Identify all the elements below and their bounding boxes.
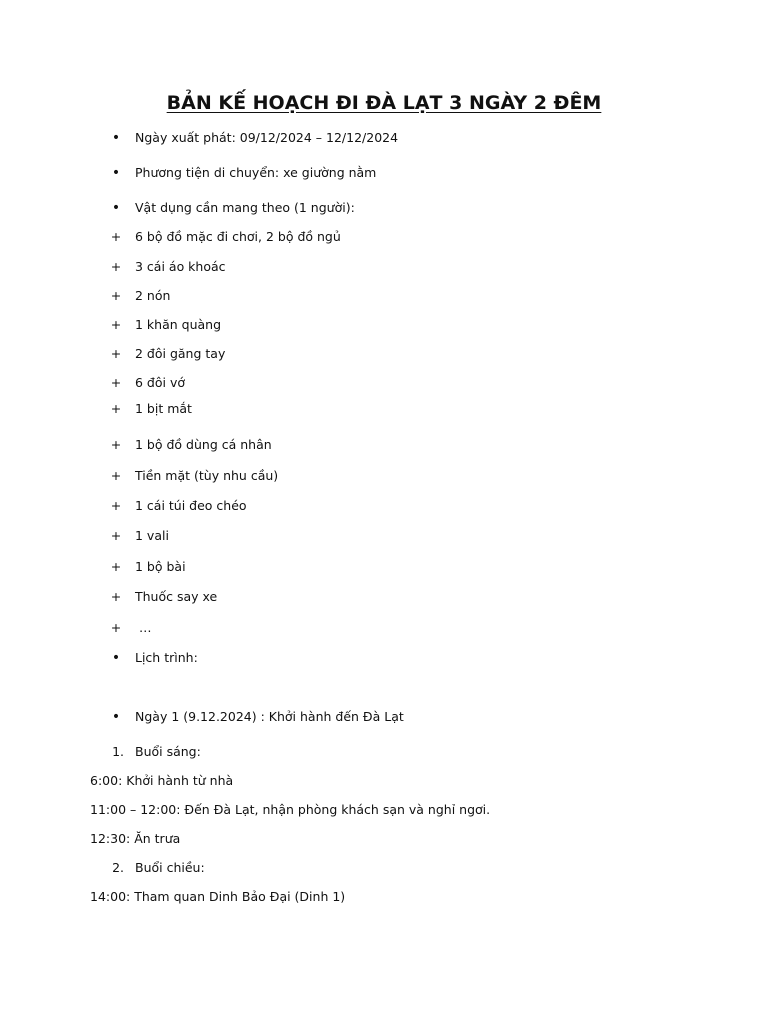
- plus-icon: +: [110, 229, 122, 244]
- bullet-text: Vật dụng cần mang theo (1 người):: [135, 200, 355, 215]
- item-text: 1 bịt mắt: [135, 401, 192, 416]
- schedule-text: 12:30: Ăn trưa: [90, 831, 181, 846]
- item-text: Tiền mặt (tùy nhu cầu): [135, 468, 279, 483]
- item-text: 1 khăn quàng: [135, 317, 222, 332]
- bullet-icon: •: [111, 165, 121, 181]
- item-text: Thuốc say xe: [135, 589, 218, 604]
- item-text: 2 nón: [135, 288, 171, 303]
- item-text: 1 bộ đồ dùng cá nhân: [135, 437, 272, 452]
- bullet-icon: •: [111, 130, 121, 146]
- day1-heading: Ngày 1 (9.12.2024) : Khởi hành đến Đà Lạt: [135, 709, 404, 724]
- plus-icon: +: [110, 620, 122, 635]
- document-title: BẢN KẾ HOẠCH ĐI ĐÀ LẠT 3 NGÀY 2 ĐÊM: [166, 92, 602, 114]
- plus-icon: +: [110, 288, 122, 303]
- bullet-text: Ngày xuất phát: 09/12/2024 – 12/12/2024: [135, 130, 399, 145]
- plus-icon: +: [110, 468, 122, 483]
- bullet-icon: •: [111, 709, 121, 725]
- plus-icon: +: [110, 437, 122, 452]
- schedule-text: 11:00 – 12:00: Đến Đà Lạt, nhận phòng khách sạn và nghỉ ngơi.: [90, 802, 491, 817]
- schedule-text: 6:00: Khởi hành từ nhà: [90, 773, 234, 788]
- bullet-icon: •: [111, 200, 121, 216]
- item-text: …: [135, 620, 152, 635]
- schedule-text: 14:00: Tham quan Dinh Bảo Đại (Dinh 1): [90, 889, 346, 904]
- plus-icon: +: [110, 346, 122, 361]
- item-text: 3 cái áo khoác: [135, 259, 226, 274]
- plus-icon: +: [110, 559, 122, 574]
- schedule-label: Lịch trình:: [135, 650, 198, 665]
- list-number: 1.: [112, 744, 124, 759]
- plus-icon: +: [110, 528, 122, 543]
- plus-icon: +: [110, 317, 122, 332]
- list-number: 2.: [112, 860, 124, 875]
- plus-icon: +: [110, 401, 122, 416]
- item-text: 1 bộ bài: [135, 559, 186, 574]
- bullet-text: Phương tiện di chuyển: xe giường nằm: [135, 165, 377, 180]
- plus-icon: +: [110, 589, 122, 604]
- bullet-icon: •: [111, 650, 121, 666]
- item-text: 1 vali: [135, 528, 169, 543]
- plus-icon: +: [110, 498, 122, 513]
- plus-icon: +: [110, 259, 122, 274]
- item-text: 2 đôi găng tay: [135, 346, 226, 361]
- plus-icon: +: [110, 375, 122, 390]
- afternoon-heading: Buổi chiều:: [135, 860, 205, 875]
- morning-heading: Buổi sáng:: [135, 744, 201, 759]
- item-text: 6 bộ đồ mặc đi chơi, 2 bộ đồ ngủ: [135, 229, 341, 244]
- item-text: 1 cái túi đeo chéo: [135, 498, 247, 513]
- item-text: 6 đôi vớ: [135, 375, 185, 390]
